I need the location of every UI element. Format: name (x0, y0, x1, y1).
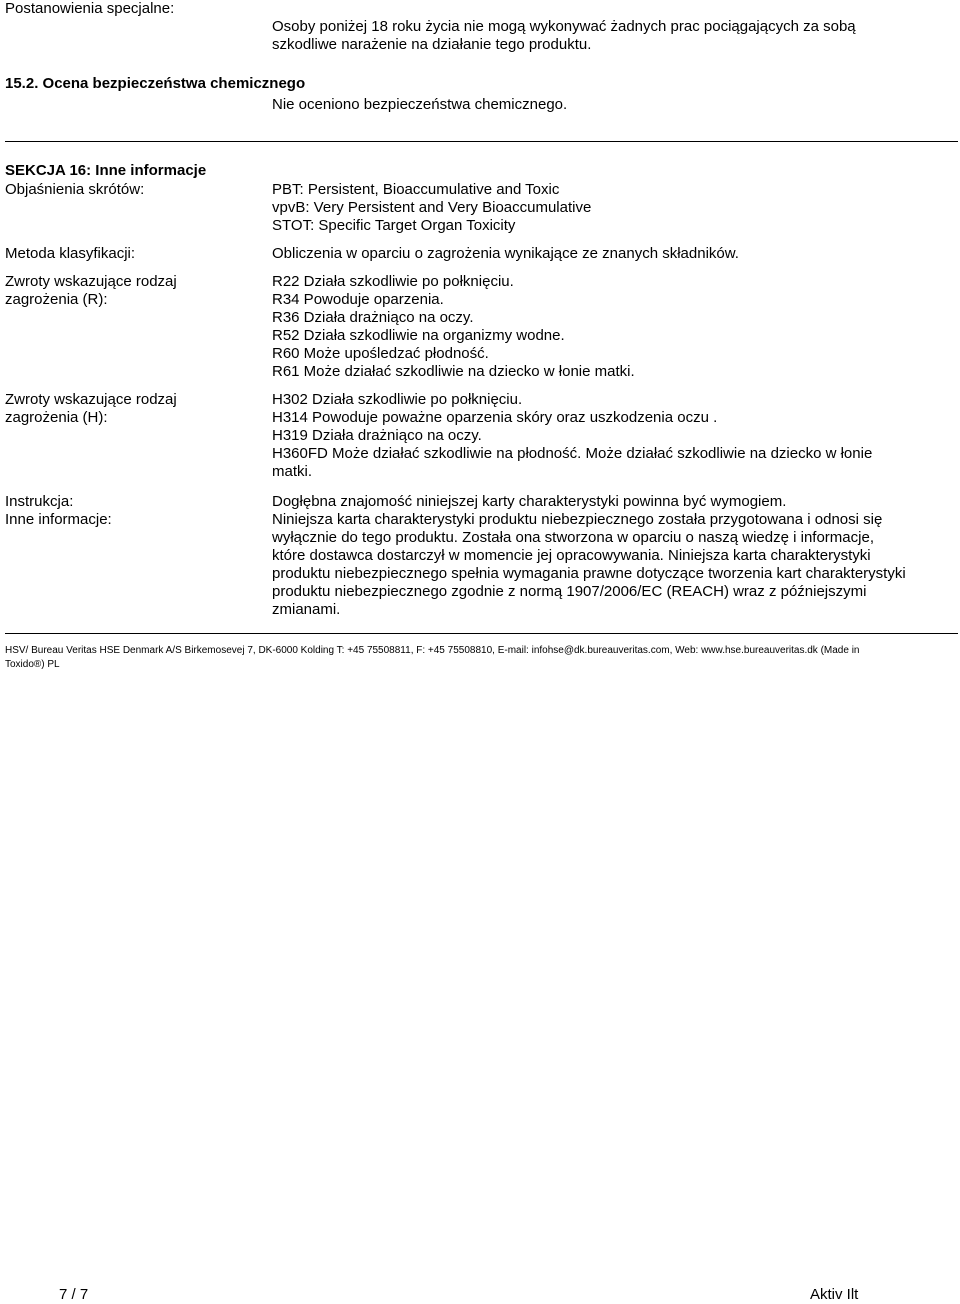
section-15-2-heading: 15.2. Ocena bezpieczeństwa chemicznego (5, 75, 306, 92)
footer-contact: HSV/ Bureau Veritas HSE Denmark A/S Birkemosevej 7, DK-6000 Kolding T: +45 75508811, F: +45 75508810, E-mail: infohse@dk.bureauveritas.com, Web: www.hse.bureauveritas.dk (Made in Toxido®) PL (5, 645, 860, 670)
h-phrases-list: H302 Działa szkodliwie po połknięciu. H314 Powoduje poważne oparzenia skóry oraz uszkodzenia oczu . H319 Działa drażniąco na oczy. H360FD Może działać szkodliwie na płodność. Może działać szkodliwie na dziecko w łonie matki. (272, 391, 873, 480)
other-info-text: Niniejsza karta charakterystyki produktu niebezpiecznego została przygotowana i odnosi się wyłącznie do tego produktu. Została ona stworzona w oparciu o naszą wiedzę i informacje, które dostawca dostarczył w momencie jej opracowywania. Niniejsza karta charakterystyki produktu niebezpiecznego spełnia wymagania prawne dotyczące tworzenia kart charakterystyki produktu niebezpiecznego zgodnie z normą 1907/2006/EC (REACH) wraz z późniejszymi zmianami. (272, 511, 906, 618)
special-provisions-text: Osoby poniżej 18 roku życia nie mogą wykonywać żadnych prac pociągających za sobą szkodliwe narażenie na działanie tego produktu. (272, 18, 856, 53)
section-divider-top (5, 141, 958, 142)
r-phrases-label: Zwroty wskazujące rodzaj zagrożenia (R): (5, 273, 177, 308)
abbreviations-text: PBT: Persistent, Bioaccumulative and Toxic vpvB: Very Persistent and Very Bioaccumulative STOT: Specific Target Organ Toxicity (272, 181, 592, 234)
instruction-text: Dogłębna znajomość niniejszej karty charakterystyki powinna być wymogiem. (272, 493, 787, 510)
section-16-heading: SEKCJA 16: Inne informacje (5, 162, 207, 179)
instruction-label: Instrukcja: (5, 493, 74, 510)
other-info-label: Inne informacje: (5, 511, 112, 528)
special-provisions-label: Postanowienia specjalne: (5, 0, 175, 17)
product-name: Aktiv Ilt (810, 1286, 859, 1303)
abbreviations-label: Objaśnienia skrótów: (5, 181, 145, 198)
r-phrases-list: R22 Działa szkodliwie po połknięciu. R34 Powoduje oparzenia. R36 Działa drażniąco na oczy. R52 Działa szkodliwie na organizmy wodne. R60 Może upośledzać płodność. R61 Może działać szkodliwie na dziecko w łonie matki. (272, 273, 635, 380)
h-phrases-label: Zwroty wskazujące rodzaj zagrożenia (H): (5, 391, 177, 426)
classification-method-label: Metoda klasyfikacji: (5, 245, 136, 262)
classification-method-text: Obliczenia w oparciu o zagrożenia wynikające ze znanych składników. (272, 245, 739, 262)
page-number: 7 / 7 (59, 1286, 89, 1303)
section-15-2-text: Nie oceniono bezpieczeństwa chemicznego. (272, 96, 568, 113)
section-divider-bottom (5, 633, 958, 634)
